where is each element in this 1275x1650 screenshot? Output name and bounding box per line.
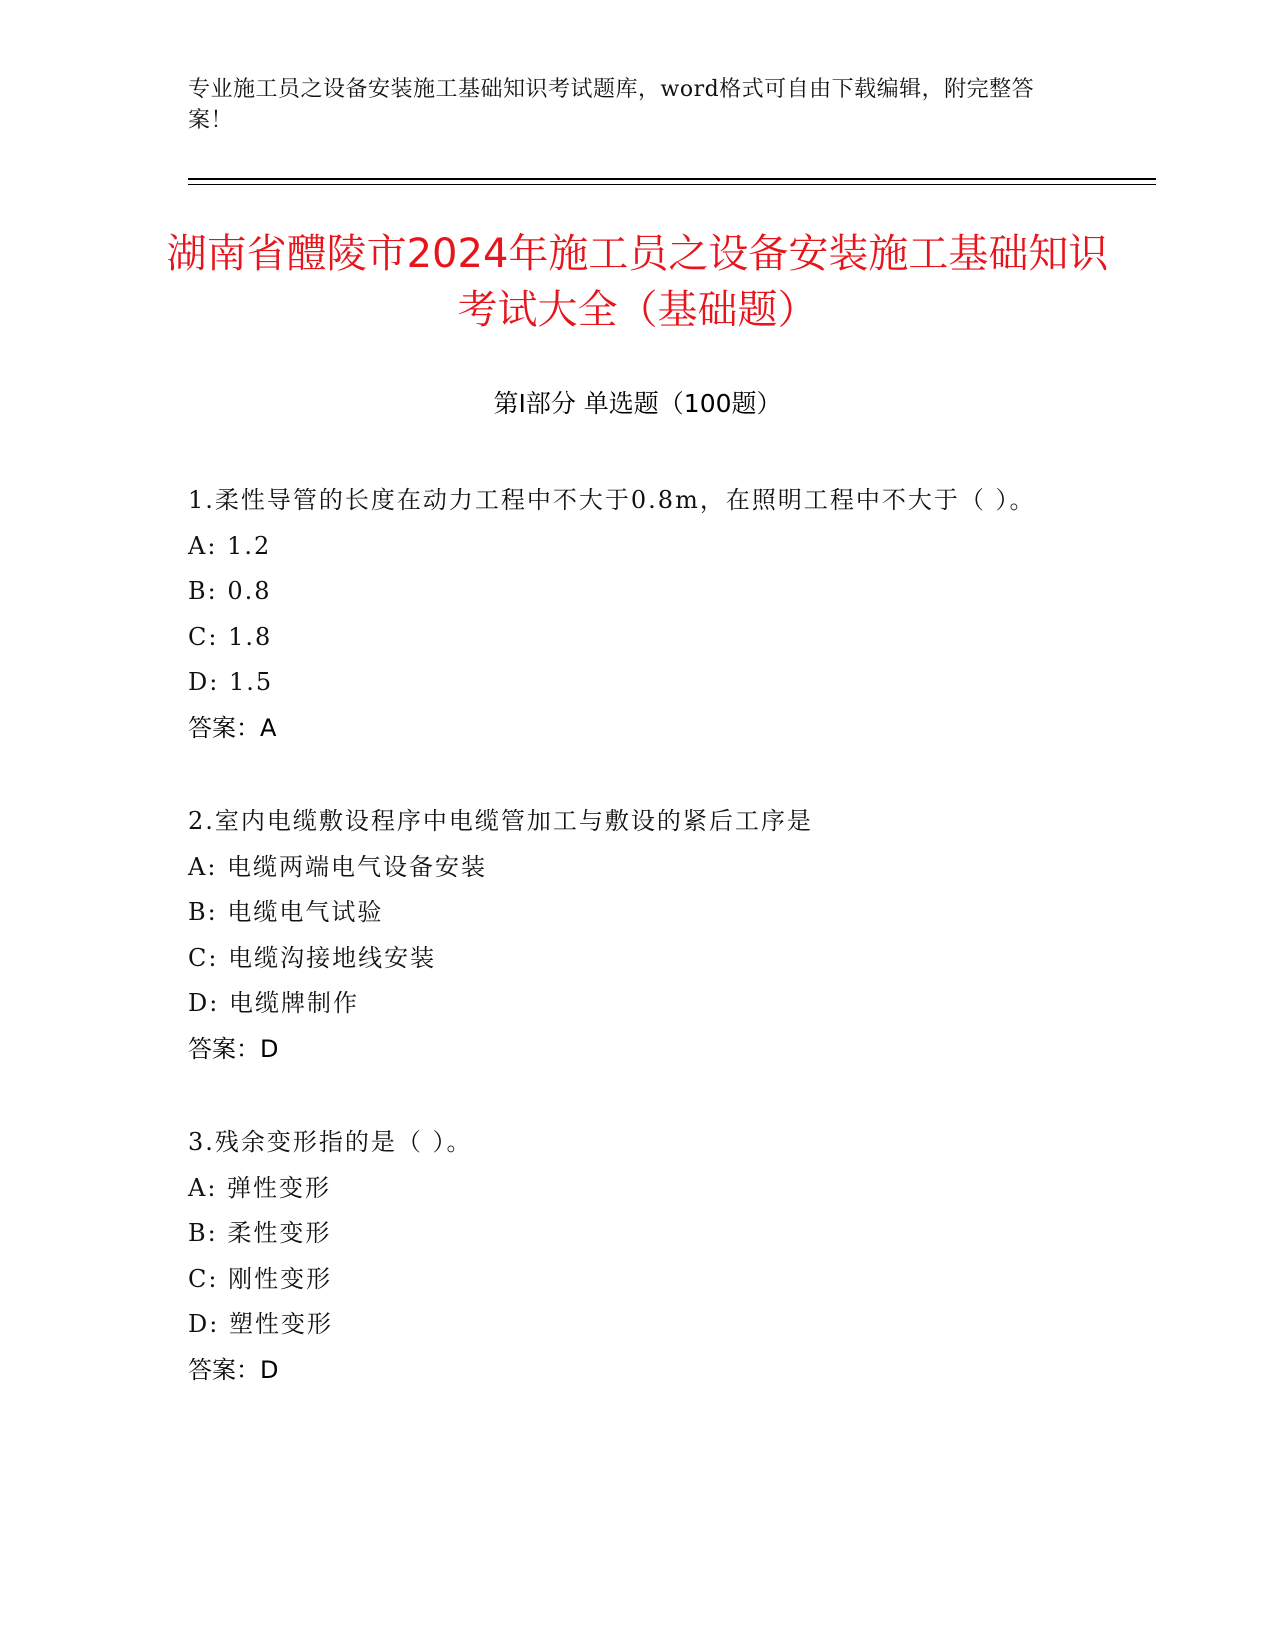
question-stem: 1.柔性导管的长度在动力工程中不大于0.8m，在照明工程中不大于（ ）。 — [188, 486, 1036, 514]
option-a: A: 电缆两端电气设备安装 — [188, 852, 488, 881]
question-stem: 3.残余变形指的是（ ）。 — [188, 1128, 473, 1156]
option-c: C: 1.8 — [188, 622, 273, 651]
header-note: 专业施工员之设备安装施工基础知识考试题库，word格式可自由下载编辑，附完整答案！ — [188, 77, 1035, 133]
question-1 — [188, 478, 1088, 751]
option-b: B: 电缆电气试验 — [188, 898, 384, 926]
answer-line: 答案：A — [188, 713, 277, 742]
option-c: C: 电缆沟接地线安装 — [188, 943, 437, 972]
option-b: B: 0.8 — [188, 577, 272, 605]
question-2 — [188, 799, 1088, 1072]
answer-line: 答案：D — [188, 1034, 279, 1063]
option-d: D: 塑性变形 — [188, 1310, 333, 1338]
answer-line: 答案：D — [188, 1355, 279, 1384]
option-b: B: 柔性变形 — [188, 1219, 332, 1247]
option-c: C: 刚性变形 — [188, 1264, 333, 1293]
header-divider-thick — [188, 178, 1156, 180]
question-stem: 2.室内电缆敷设程序中电缆管加工与敷设的紧后工序是 — [188, 807, 813, 835]
question-3 — [188, 1120, 1088, 1393]
option-d: D: 电缆牌制作 — [188, 989, 359, 1017]
question-list — [188, 478, 1088, 1441]
option-d: D: 1.5 — [188, 668, 274, 696]
header-divider-thin — [188, 184, 1156, 185]
option-a: A: 1.2 — [188, 531, 272, 560]
section-heading: 第Ⅰ部分 单选题（100题） — [493, 389, 782, 418]
document-title: 湖南省醴陵市2024年施工员之设备安装施工基础知识考试大全（基础题） — [166, 231, 1109, 333]
option-a: A: 弹性变形 — [188, 1173, 332, 1202]
